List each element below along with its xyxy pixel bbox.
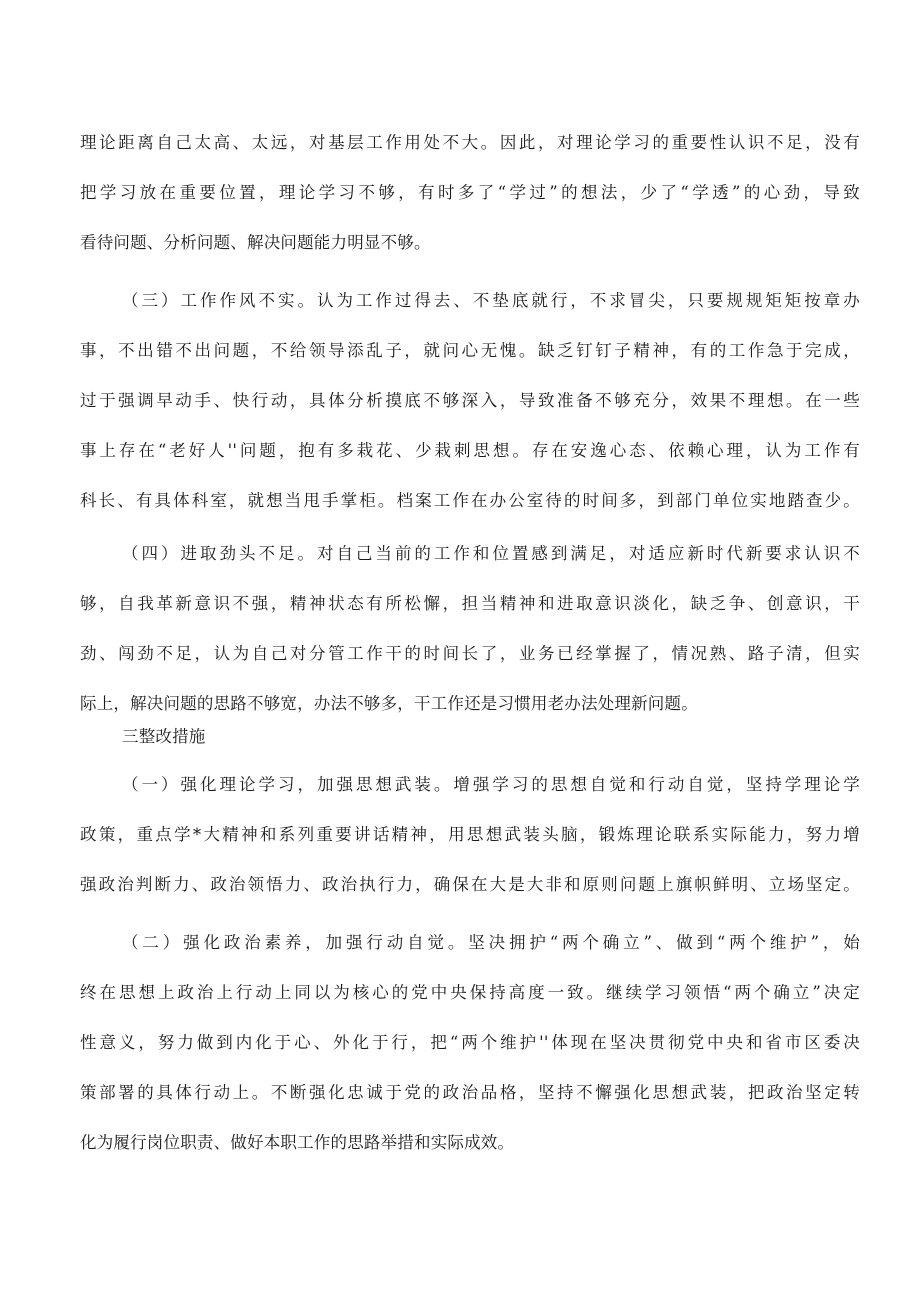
- paragraph-line: 性意义，努力做到内化于心、外化于行，把“两个维护''体现在坚决贯彻党中央和省市区委决: [80, 1033, 860, 1052]
- paragraph-line: 政策，重点学*大精神和系列重要讲话精神，用思想武装头脑，锻炼理论联系实际能力，努力增: [80, 825, 860, 844]
- paragraph-line: 事上存在“老好人''问题，抱有多栽花、少栽刺思想。存在安逸心态、依赖心理，认为工作有: [80, 441, 860, 460]
- paragraph-line: 看待问题、分析问题、解决问题能力明显不够。: [80, 233, 431, 252]
- paragraph-line: （二）强化政治素养，加强行动自觉。坚决拥护“两个确立”、做到“两个维护”，始: [122, 933, 860, 952]
- paragraph-line: 事，不出错不出问题，不给领导添乱子，就问心无愧。缺乏钉钉子精神，有的工作急于完成，: [80, 341, 860, 360]
- paragraph-line: 劲、闯劲不足，认为自己对分管工作干的时间长了，业务已经掌握了，情况熟、路子清，但实: [80, 644, 860, 663]
- paragraph-line: 化为履行岗位职责、做好本职工作的思路举措和实际成效。: [80, 1133, 515, 1152]
- paragraph-line: 终在思想上政治上行动上同以为核心的党中央保持高度一致。继续学习领悟“两个确立”决定: [80, 983, 860, 1002]
- paragraph-line: 够，自我革新意识不强，精神状态有所松懈，担当精神和进取意识淡化，缺乏争、创意识，干: [80, 594, 860, 613]
- paragraph-line: 科长、有具体科室，就想当甩手掌柜。档案工作在办公室待的时间多，到部门单位实地踏查少。: [80, 491, 860, 510]
- paragraph-line: 理论距离自己太高、太远，对基层工作用处不大。因此，对理论学习的重要性认识不足，没有: [80, 133, 860, 152]
- paragraph-line: 把学习放在重要位置，理论学习不够，有时多了“学过”的想法，少了“学透”的心劲，导致: [80, 183, 860, 202]
- paragraph-line: （一）强化理论学习，加强思想武装。增强学习的思想自觉和行动自觉，坚持学理论学: [122, 775, 860, 794]
- paragraph-line: （四）进取劲头不足。对自己当前的工作和位置感到满足，对适应新时代新要求认识不: [122, 544, 860, 563]
- paragraph-line: （三）工作作风不实。认为工作过得去、不垫底就行，不求冒尖，只要规规矩矩按章办: [122, 291, 860, 310]
- paragraph-line: 强政治判断力、政治领悟力、政治执行力，确保在大是大非和原则问题上旗帜鲜明、立场坚定。: [80, 875, 860, 894]
- paragraph-line: 过于强调早动手、快行动，具体分析摸底不够深入，导致准备不够充分，效果不理想。在一些: [80, 391, 860, 410]
- paragraph-line: 际上，解决问题的思路不够宽，办法不够多，干工作还是习惯用老办法处理新问题。: [80, 694, 698, 713]
- paragraph-line: 策部署的具体行动上。不断强化忠诚于党的政治品格，坚持不懈强化思想武装，把政治坚定转: [80, 1083, 860, 1102]
- section-heading: 三整改措施: [122, 727, 206, 746]
